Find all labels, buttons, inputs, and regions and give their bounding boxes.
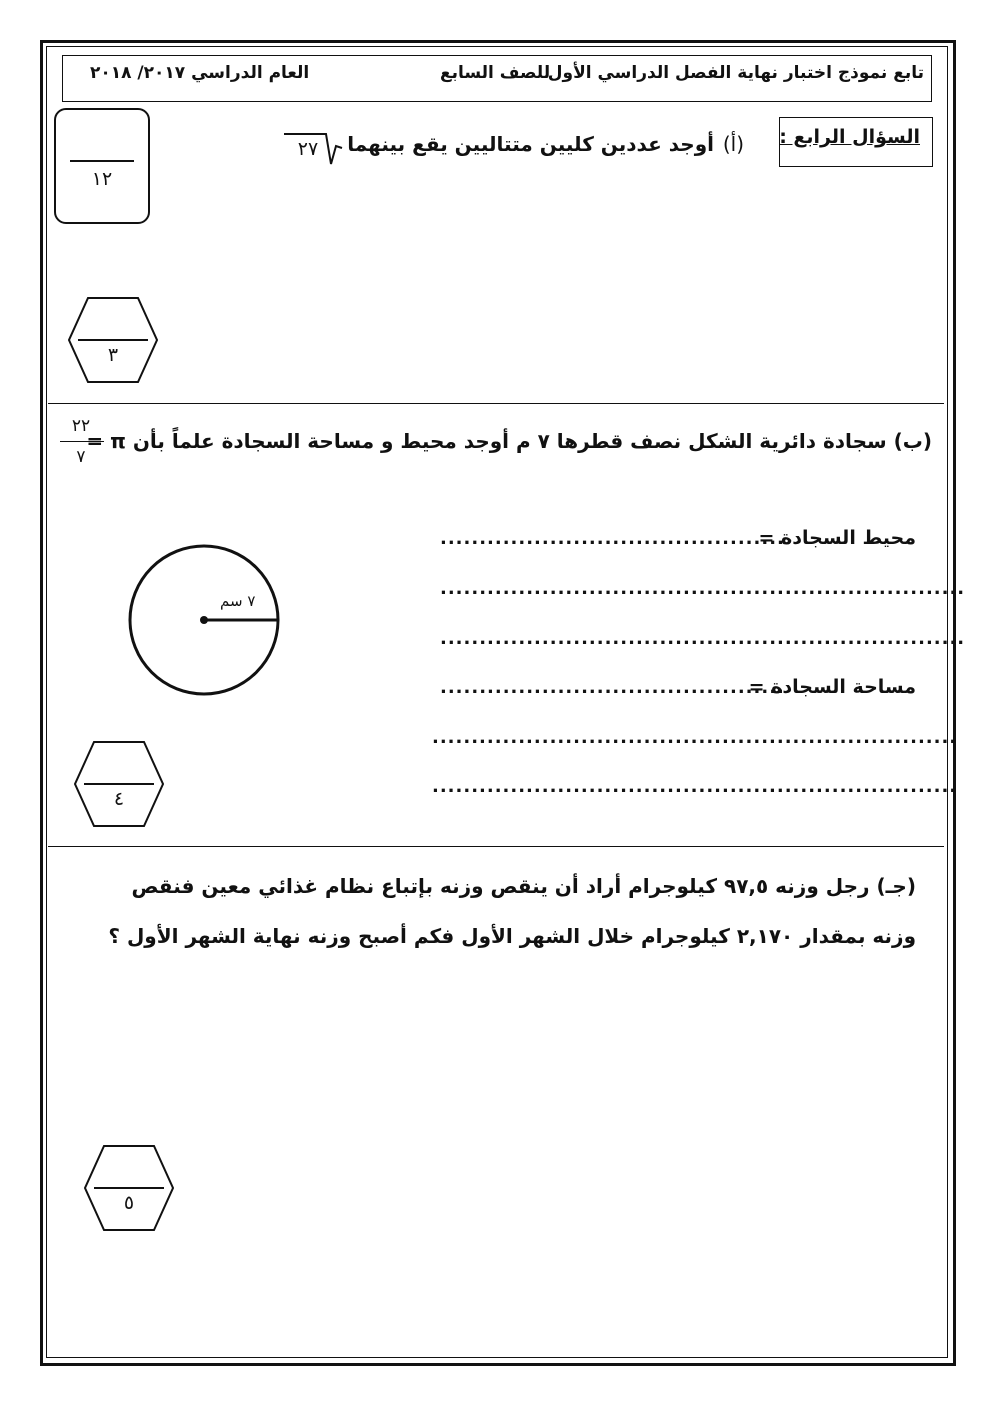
pi-numerator: ٢٢ bbox=[71, 416, 91, 436]
circle-diagram bbox=[124, 542, 284, 698]
part-c-marks: ٥ bbox=[123, 1192, 135, 1214]
pi-denominator: ٧ bbox=[76, 447, 86, 467]
part-a-marks: ٣ bbox=[107, 344, 119, 366]
perimeter-label: محيط السجادة = bbox=[758, 527, 916, 549]
answer-line: ................................................................... bbox=[432, 776, 958, 797]
section-divider bbox=[48, 846, 944, 847]
part-a-text: أوجد عددين كليين متتاليين يقع بينهما bbox=[347, 132, 714, 156]
part-c-line2: وزنه بمقدار ٢,١٧٠ كيلوجرام خلال الشهر الأول فكم أصبح وزنه نهاية الشهر الأول ؟ bbox=[108, 924, 916, 948]
exam-title: تابع نموذج اختبار نهاية الفصل الدراسي الأول bbox=[547, 63, 924, 83]
radius-label: ٧ سم bbox=[220, 592, 256, 610]
question-label: السؤال الرابع : bbox=[779, 126, 920, 148]
fraction-bar bbox=[60, 441, 104, 442]
hexagon-marks-icon bbox=[68, 297, 158, 383]
grade-label: للصف السابع bbox=[440, 63, 551, 83]
total-score-box bbox=[54, 108, 150, 224]
section-divider bbox=[48, 403, 944, 404]
part-c-line1: (جـ) رجل وزنه ٩٧,٥ كيلوجرام أراد أن ينقص وزنه بإتباع نظام غذائي معين فنقص bbox=[131, 874, 916, 898]
page-border-inner bbox=[46, 46, 948, 1358]
answer-line: ................................................................... bbox=[440, 628, 966, 649]
total-marks: ١٢ bbox=[91, 168, 113, 190]
area-label: مساحة السجادة = bbox=[748, 676, 916, 698]
answer-line: ................................................................... bbox=[440, 578, 966, 599]
score-line bbox=[70, 160, 134, 162]
part-b-text: (ب) سجادة دائرية الشكل نصف قطرها ٧ م أوجد محيط و مساحة السجادة علماً بأن π = bbox=[86, 429, 932, 453]
academic-year: العام الدراسي ٢٠١٧/ ٢٠١٨ bbox=[90, 63, 310, 83]
part-a-prefix: (أ) bbox=[722, 132, 744, 156]
part-b-marks: ٤ bbox=[113, 788, 125, 810]
radicand: ٢٧ bbox=[297, 138, 319, 160]
answer-line: ................................................................... bbox=[432, 727, 958, 748]
answer-line: ............................................ bbox=[440, 528, 785, 549]
hexagon-marks-icon bbox=[74, 741, 164, 827]
answer-line: ............................................ bbox=[440, 677, 785, 698]
hexagon-marks-icon bbox=[84, 1145, 174, 1231]
